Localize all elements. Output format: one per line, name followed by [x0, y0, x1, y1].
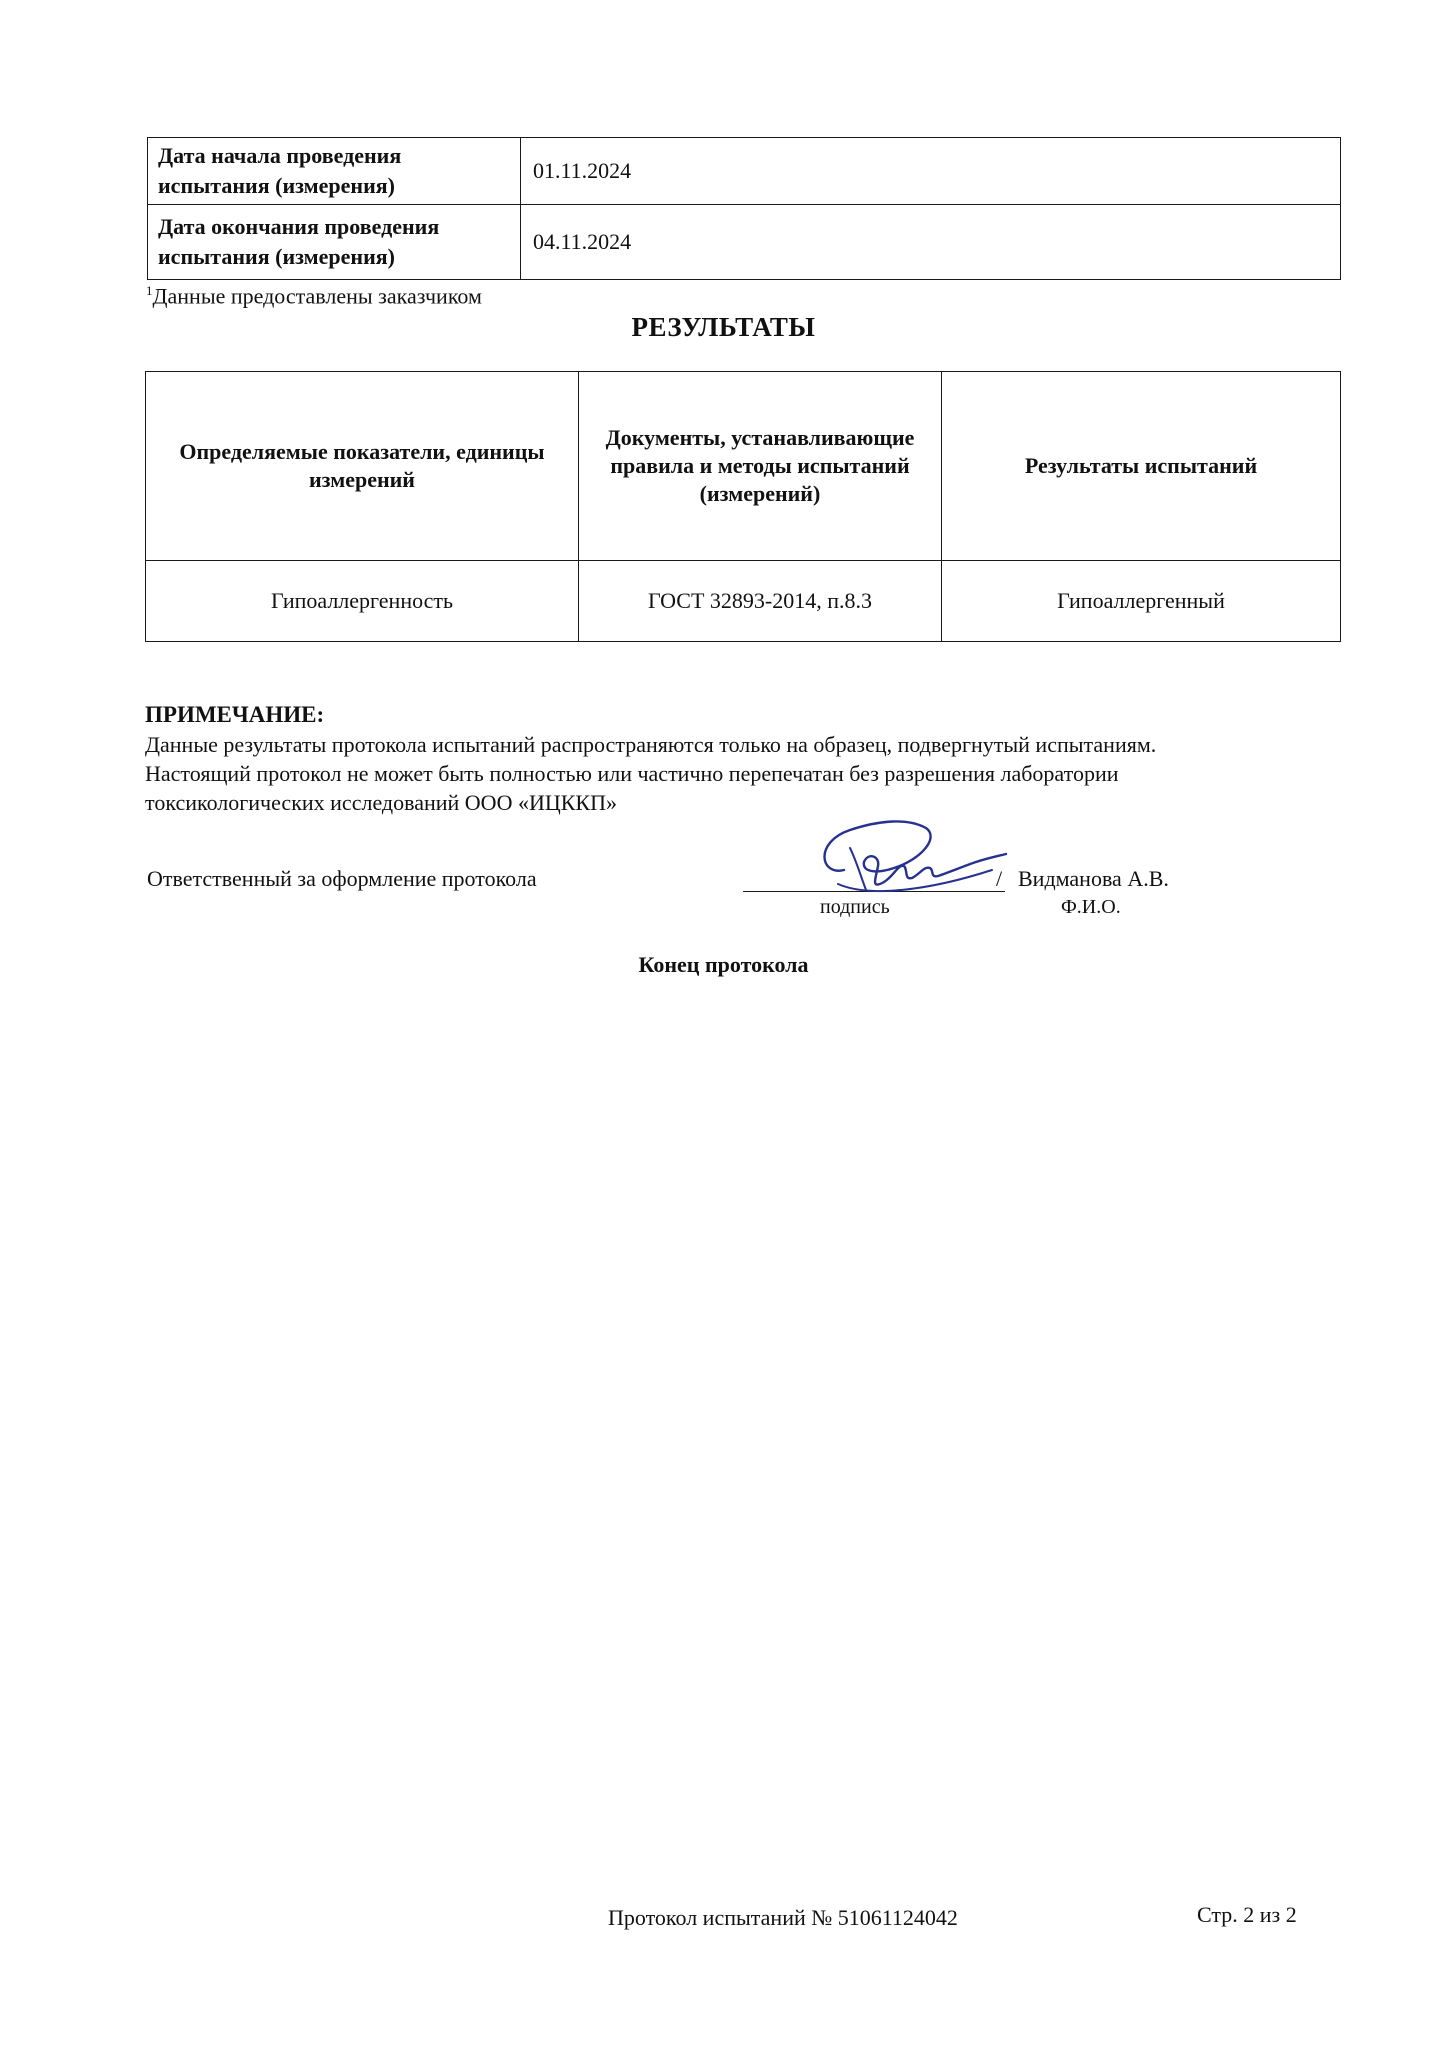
results-table	[145, 371, 1341, 642]
start-date-value: 01.11.2024	[521, 138, 1341, 205]
footnote	[146, 283, 482, 309]
handwritten-signature	[780, 812, 1010, 932]
note-heading: ПРИМЕЧАНИЕ:	[145, 702, 325, 727]
footnote-marker: 1	[146, 283, 153, 298]
cell-indicator: Гипоаллергенность	[146, 561, 579, 642]
signature-caption: подпись	[820, 896, 890, 918]
header-indicators: Определяемые показатели, единицы измерений	[146, 372, 579, 561]
header-documents: Документы, устанавливающие правила и методы испытаний (измерений)	[579, 372, 942, 561]
responsible-name: Видманова А.В.	[1018, 866, 1169, 891]
header-results: Результаты испытаний	[942, 372, 1341, 561]
table-row	[148, 205, 1341, 280]
start-date-label: Дата начала проведения испытания (измерения)	[148, 138, 521, 205]
signature-slash: /	[996, 866, 1003, 891]
note-line: токсикологических исследований ООО «ИЦККП»	[145, 790, 617, 815]
dates-table	[147, 137, 1341, 280]
footer-protocol-number: Протокол испытаний № 51061124042	[608, 1905, 958, 1930]
end-of-protocol: Конец протокола	[638, 952, 809, 977]
responsible-label: Ответственный за оформление протокола	[147, 866, 537, 891]
footnote-text: Данные предоставлены заказчиком	[152, 283, 482, 309]
note-text	[145, 730, 1345, 817]
table-row	[146, 561, 1341, 642]
footer-page-number: Стр. 2 из 2	[1197, 1902, 1297, 1927]
note-line: Настоящий протокол не может быть полностью или частично перепечатан без разрешения лаборатории	[145, 761, 1119, 786]
end-date-value: 04.11.2024	[521, 205, 1341, 280]
results-title: РЕЗУЛЬТАТЫ	[631, 312, 816, 342]
cell-result: Гипоаллергенный	[942, 561, 1341, 642]
results-header-row	[146, 372, 1341, 561]
end-date-label: Дата окончания проведения испытания (измерения)	[148, 205, 521, 280]
table-row	[148, 138, 1341, 205]
note-line: Данные результаты протокола испытаний распространяются только на образец, подвергнутый испытаниям.	[145, 732, 1157, 757]
name-caption: Ф.И.О.	[1061, 896, 1121, 918]
cell-document: ГОСТ 32893-2014, п.8.3	[579, 561, 942, 642]
